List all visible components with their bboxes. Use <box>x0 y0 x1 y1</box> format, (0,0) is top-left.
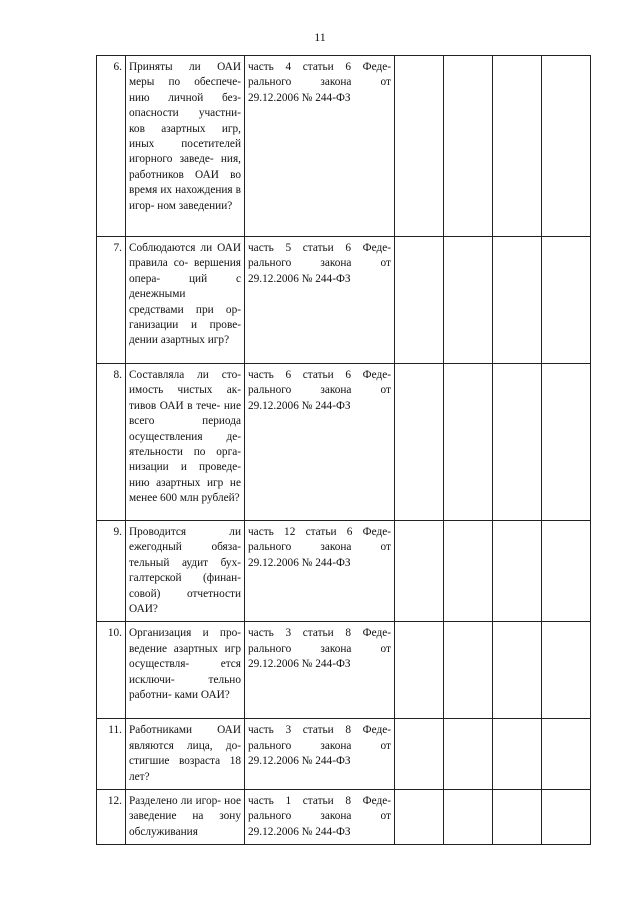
row-number: 12. <box>97 790 126 845</box>
note-cell[interactable] <box>542 364 591 521</box>
row-number: 7. <box>97 237 126 364</box>
answer-no-cell[interactable] <box>444 790 493 845</box>
not-applicable-cell[interactable] <box>493 622 542 719</box>
not-applicable-cell[interactable] <box>493 719 542 790</box>
legal-basis-cell: часть 12 статьи 6 Феде- рального закона от 29.12.2006 № 244-ФЗ <box>245 521 395 622</box>
answer-yes-cell[interactable] <box>395 622 444 719</box>
answer-yes-cell[interactable] <box>395 237 444 364</box>
table-row <box>97 622 591 719</box>
legal-basis-cell: часть 3 статьи 8 Феде- рального закона от 29.12.2006 № 244-ФЗ <box>245 719 395 790</box>
table-row <box>97 56 591 237</box>
row-number: 11. <box>97 719 126 790</box>
row-number: 8. <box>97 364 126 521</box>
row-number: 10. <box>97 622 126 719</box>
answer-no-cell[interactable] <box>444 56 493 237</box>
question-cell: Разделено ли игор- ное заведение на зону обслуживания <box>126 790 245 845</box>
legal-basis-cell: часть 6 статьи 6 Феде- рального закона от 29.12.2006 № 244-ФЗ <box>245 364 395 521</box>
answer-yes-cell[interactable] <box>395 521 444 622</box>
row-number: 9. <box>97 521 126 622</box>
answer-no-cell[interactable] <box>444 364 493 521</box>
page-number: 11 <box>314 30 326 44</box>
table-row <box>97 521 591 622</box>
answer-no-cell[interactable] <box>444 521 493 622</box>
note-cell[interactable] <box>542 622 591 719</box>
table-row <box>97 719 591 790</box>
answer-yes-cell[interactable] <box>395 719 444 790</box>
row-number: 6. <box>97 56 126 237</box>
question-cell: Приняты ли ОАИ меры по обеспече- нию личной без- опасности участни- ков азартных игр, иных посетителей игорного заведе- ния, работников ОАИ во время их нахождения в игор- ном заведении? <box>126 56 245 237</box>
table-row <box>97 790 591 845</box>
question-cell: Соблюдаются ли ОАИ правила со- вершения опера- ций с денежными средствами при ор- ганизации и прове- дении азартных игр? <box>126 237 245 364</box>
not-applicable-cell[interactable] <box>493 790 542 845</box>
table-row <box>97 364 591 521</box>
not-applicable-cell[interactable] <box>493 56 542 237</box>
note-cell[interactable] <box>542 790 591 845</box>
question-cell: Проводится ли ежегодный обяза- тельный аудит бух- галтерской (финан- совой) отчетности ОАИ? <box>126 521 245 622</box>
question-cell: Организация и про- ведение азартных игр осуществля- ется исключи- тельно работни- ками ОАИ? <box>126 622 245 719</box>
answer-no-cell[interactable] <box>444 237 493 364</box>
not-applicable-cell[interactable] <box>493 237 542 364</box>
checklist-table <box>96 55 591 845</box>
legal-basis-cell: часть 3 статьи 8 Феде- рального закона от 29.12.2006 № 244-ФЗ <box>245 622 395 719</box>
table-row <box>97 237 591 364</box>
not-applicable-cell[interactable] <box>493 364 542 521</box>
answer-yes-cell[interactable] <box>395 790 444 845</box>
note-cell[interactable] <box>542 719 591 790</box>
answer-yes-cell[interactable] <box>395 364 444 521</box>
not-applicable-cell[interactable] <box>493 521 542 622</box>
answer-yes-cell[interactable] <box>395 56 444 237</box>
legal-basis-cell: часть 5 статьи 6 Феде- рального закона от 29.12.2006 № 244-ФЗ <box>245 237 395 364</box>
note-cell[interactable] <box>542 237 591 364</box>
answer-no-cell[interactable] <box>444 622 493 719</box>
legal-basis-cell: часть 1 статьи 8 Феде- рального закона от 29.12.2006 № 244-ФЗ <box>245 790 395 845</box>
note-cell[interactable] <box>542 521 591 622</box>
question-cell: Работниками ОАИ являются лица, до- стигшие возраста 18 лет? <box>126 719 245 790</box>
answer-no-cell[interactable] <box>444 719 493 790</box>
note-cell[interactable] <box>542 56 591 237</box>
legal-basis-cell: часть 4 статьи 6 Феде- рального закона от 29.12.2006 № 244-ФЗ <box>245 56 395 237</box>
question-cell: Составляла ли сто- имость чистых ак- тивов ОАИ в тече- ние всего периода осуществления де- ятельности по орга- низации и проведе- нию азартных игр не менее 600 млн рублей? <box>126 364 245 521</box>
